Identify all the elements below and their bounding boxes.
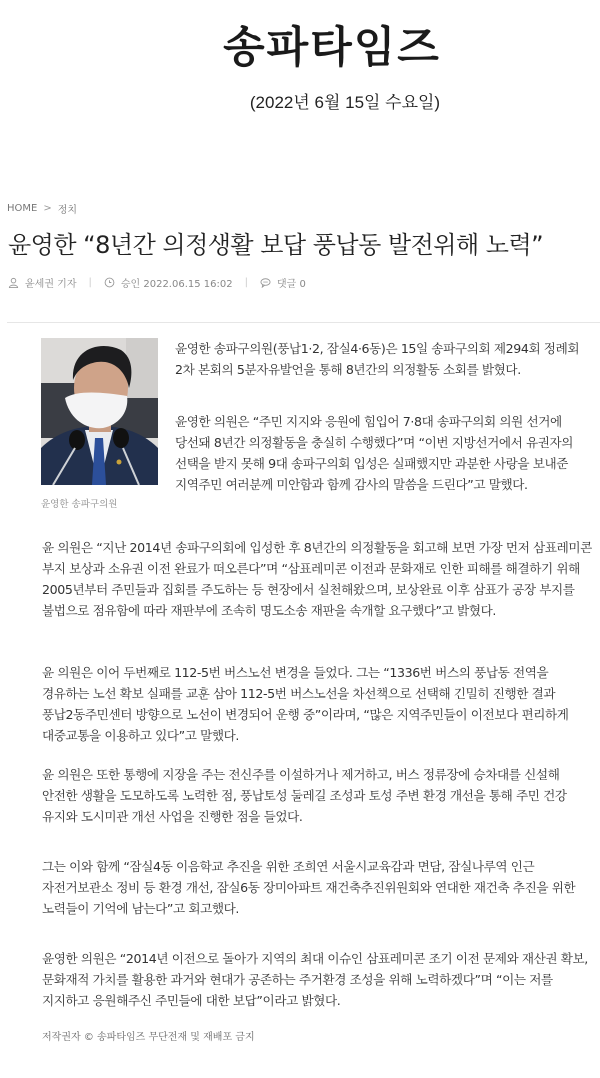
article-paragraph: 윤 의원은 “지난 2014년 송파구의회에 입성한 후 8년간의 의정활동을 회고해 보면 가장 먼저 삼표레미콘 부지 보상과 소유권 이전 완료가 떠오른다”며 “삼표레미콘 이전과 문화재로 인한 피해를 해결하기 위해 2005년부터 주민들과 집회를 주도하는 등 현장에서 실천해왔으며, 보상완료 이후 삼표가 공장 부지를 불법으로 점유함에 따라 재판부에 조속히 명도소송 재판을 속개할 요구했다”고 밝혔다. xyxy=(42,540,592,618)
photo-caption: 윤영한 송파구의원 xyxy=(41,499,118,510)
breadcrumb-section-link[interactable]: 정치 xyxy=(57,205,78,216)
article-paragraph: 윤 의원은 이어 두번째로 112-5번 버스노선 변경을 들었다. 그는 “1336번 버스의 풍납동 전역을 경유하는 노선 확보 실패를 교훈 삼아 112-5번 버스노선을 차선책으로 선택해 긴밀히 진행한 결과 풍납2동주민센터 방향으로 노선이 변경되어 운행 중”이라며, “많은 지역주민들이 이전보다 편리하게 대중교통을 이용하고 있다”고 말했다. xyxy=(42,665,569,743)
breadcrumb xyxy=(7,201,77,216)
councilor-photo[interactable] xyxy=(41,338,158,485)
article-title: 윤영한 “8년간 의정생활 보답 풍납동 발전위해 노력” xyxy=(8,231,544,259)
clock-icon xyxy=(104,277,115,288)
article-paragraph: 윤 의원은 또한 통행에 지장을 주는 전신주를 이설하거나 제거하고, 버스 정류장에 승차대를 신설해 안전한 생활을 도모하도록 노력한 점, 풍납토성 둘레길 조성과 토성 주변 환경 개선을 통해 주민 건강 유지와 도시미관 개선 사업을 진행한 점을 들었다. xyxy=(42,767,567,824)
publication-date: (2022년 6월 15일 수요일) xyxy=(249,93,441,112)
portrait-image xyxy=(41,338,158,485)
article-meta xyxy=(8,275,306,290)
newspaper-masthead: 송파타임즈 xyxy=(223,23,441,73)
article-paragraph: 윤영한 의원은 “2014년 이전으로 돌아가 지역의 최대 이슈인 삼표레미콘 조기 이전 문제와 재산권 확보, 문화재적 가치를 활용한 과거와 현대가 공존하는 주거환경 조성을 위해 노력하겠다”며 “이는 저를 지지하고 응원해주신 주민들에 대한 보답”이라고 밝혔다. xyxy=(42,951,588,1008)
speech-bubble-icon xyxy=(260,277,271,288)
author-name[interactable]: 윤세권 기자 xyxy=(25,279,77,290)
article-photo-figure xyxy=(41,338,158,510)
copyright-notice: 저작권자 © 송파타임즈 무단전재 및 재배포 금지 xyxy=(42,1032,255,1043)
chevron-right-icon: > xyxy=(43,203,52,214)
meta-divider: | xyxy=(88,277,92,288)
meta-divider: | xyxy=(244,277,248,288)
header-divider xyxy=(7,322,600,323)
article-paragraph: 그는 이와 함께 “잠실4동 이음학교 추진을 위한 조희연 서울시교육감과 면담, 잠실나루역 인근 자전거보관소 정비 등 환경 개선, 잠실6동 장미아파트 재건축추진위원회와 연대한 재건축 추진을 위한 노력들이 기억에 남는다”고 회고했다. xyxy=(42,859,576,916)
article-paragraph: 윤영한 송파구의원(풍납1·2, 잠실4·6동)은 15일 송파구의회 제294회 정례회 2차 본회의 5분자유발언을 통해 8년간의 의정활동 소회를 밝혔다. xyxy=(175,341,580,377)
breadcrumb-home-link[interactable]: HOME xyxy=(7,203,38,214)
comment-count-link[interactable]: 댓글 0 xyxy=(277,279,306,290)
person-icon xyxy=(8,277,19,288)
article-paragraph: 윤영한 의원은 “주민 지지와 응원에 힘입어 7·8대 송파구의회 의원 선거에 당선돼 8년간 의정활동을 충실히 수행했다”며 “이번 지방선거에서 유권자의 선택을 받지 못해 9대 송파구의회 입성은 실패했지만 과분한 사랑을 보내준 지역주민 여러분께 미안함과 함께 감사의 말씀을 드린다”고 말했다. xyxy=(175,414,574,492)
approved-timestamp: 승인 2022.06.15 16:02 xyxy=(120,279,233,290)
